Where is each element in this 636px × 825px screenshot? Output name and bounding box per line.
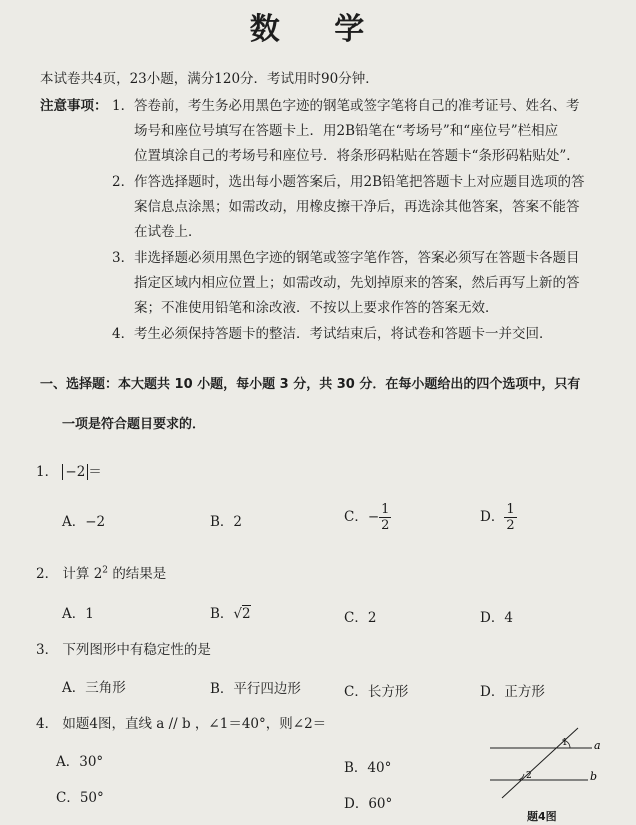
exam-intro: 本试卷共4页，23小题，满分120分．考试用时90分钟．	[40, 71, 379, 87]
sqrt-icon: √	[233, 606, 243, 622]
option-c: C．50°	[56, 790, 104, 806]
figure-caption: 题4图	[527, 810, 557, 823]
notice-line: 考生必须保持答题卡的整洁．考试结束后，将试卷和答题卡一并交回．	[134, 326, 553, 342]
denominator: 2	[506, 518, 515, 533]
notice-line: 答卷前，考生务必用黑色字迹的钢笔或签字笔将自己的准考证号、姓名、考	[134, 98, 580, 114]
notice-number: 3．	[112, 250, 135, 266]
question-3	[36, 638, 211, 658]
fraction	[379, 502, 391, 533]
option-b: B．平行四边形	[210, 681, 301, 697]
option-c	[344, 502, 391, 533]
option-a: A．−2	[62, 514, 106, 530]
option-label: D．	[480, 509, 505, 525]
numerator: 1	[381, 502, 390, 517]
question-1	[36, 460, 102, 480]
notice-line: 案信息点涂黑；如需改动，用橡皮擦干净后，再选涂其他答案，答案不能答	[134, 199, 580, 215]
line-a-label: a	[594, 739, 601, 752]
power-exponent: 2	[102, 565, 109, 576]
question-stem-tail: ＝	[88, 464, 102, 480]
option-a: A．30°	[56, 754, 104, 770]
notice-line: 位置填涂自己的考场号和座位号．将条形码粘贴在答题卡“条形码粘贴处”．	[134, 148, 580, 164]
notice-label: 注意事项：	[40, 98, 108, 114]
question-number: 4．	[36, 716, 59, 732]
question-stem: 计算	[62, 566, 90, 582]
question-stem: 下列图形中有稳定性的是	[62, 642, 211, 658]
absolute-value: −2	[62, 464, 88, 480]
question-number: 1．	[36, 464, 59, 480]
option-d	[480, 502, 517, 533]
fraction	[504, 502, 516, 533]
option-d: D．4	[480, 610, 513, 626]
numerator: 1	[506, 502, 515, 517]
notice-number: 4．	[112, 326, 135, 342]
figure-4-diagram	[480, 718, 610, 808]
option-c: C．2	[344, 610, 377, 626]
question-stem: 如题4图，直线 a // b ，∠1＝40°，则∠2＝	[62, 716, 327, 732]
notice-line: 非选择题必须用黑色字迹的钢笔或签字笔作答，答案必须写在答题卡各题目	[134, 250, 580, 266]
question-4	[36, 712, 326, 732]
section-heading: 一、选择题：本大题共 10 小题，每小题 3 分，共 30 分．在每小题给出的四个选项中，只有	[40, 377, 581, 392]
angle-1-label: 1	[562, 738, 568, 748]
denominator: 2	[381, 518, 390, 533]
option-label: C．−	[344, 509, 380, 525]
option-a: A．1	[62, 606, 94, 622]
page-title: 数 学	[249, 12, 387, 47]
section-heading-cont: 一项是符合题目要求的．	[62, 417, 206, 432]
option-b: B．40°	[344, 760, 392, 776]
option-d: D．正方形	[480, 684, 545, 700]
option-b	[210, 602, 251, 622]
notice-line: 指定区域内相应位置上；如需改动，先划掉原来的答案，然后再写上新的答	[134, 275, 580, 291]
notice-number: 2．	[112, 174, 135, 190]
notice-line: 在试卷上．	[134, 224, 202, 240]
question-stem: 的结果是	[112, 566, 167, 582]
option-b: B．2	[210, 514, 243, 530]
line-b-label: b	[590, 770, 598, 783]
option-label: B．	[210, 606, 234, 622]
notice-line: 场号和座位号填写在答题卡上．用2B铅笔在“考场号”和“座位号”栏相应	[134, 123, 559, 139]
notice-number: 1．	[112, 98, 135, 114]
option-c: C．长方形	[344, 684, 409, 700]
notice-line: 作答选择题时，选出每小题答案后，用2B铅笔把答题卡上对应题目选项的答	[134, 174, 585, 190]
notice-line: 案；不准使用铅笔和涂改液．不按以上要求作答的答案无效．	[134, 300, 499, 316]
question-number: 3．	[36, 642, 59, 658]
angle-2-label: 2	[526, 771, 532, 781]
radicand: 2	[242, 606, 251, 622]
question-2	[36, 562, 166, 582]
question-number: 2．	[36, 566, 59, 582]
power-base: 2	[93, 566, 103, 582]
option-d: D．60°	[344, 796, 393, 812]
option-a: A．三角形	[62, 680, 126, 696]
